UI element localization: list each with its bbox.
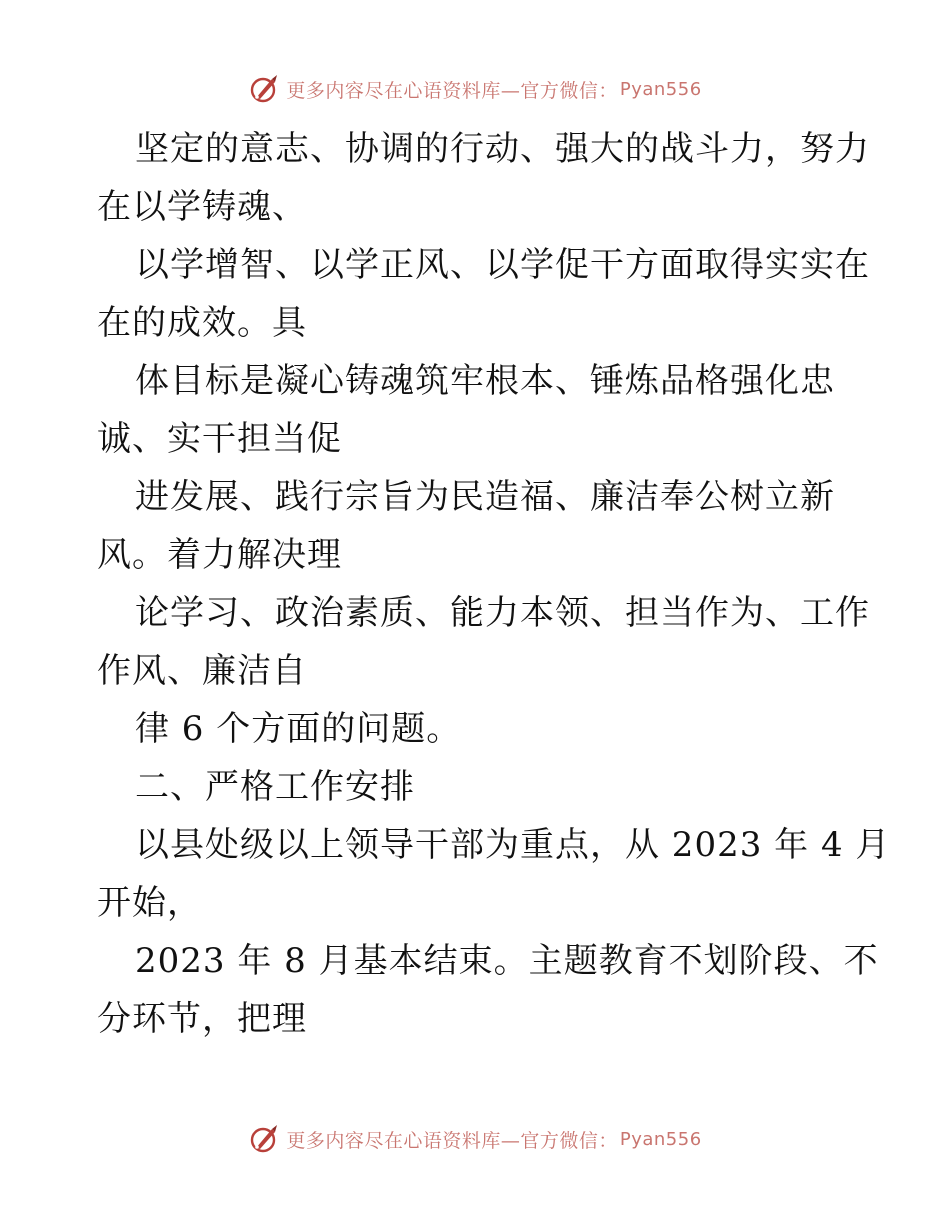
text-line: 坚定的意志、协调的行动、强大的战斗力，努力: [135, 129, 870, 169]
text-line: 分环节，把理: [97, 999, 307, 1039]
watermark-wechat-id: Pyan556: [619, 1128, 702, 1150]
text-line: 在以学铸魂、: [97, 187, 307, 227]
text-line: 2023 年 8 月基本结束。主题教育不划阶段、不: [135, 941, 879, 981]
watermark-text: 更多内容尽在心语资料库—官方微信：: [286, 1129, 618, 1152]
text-line: 以学增智、以学正风、以学促干方面取得实实在: [135, 245, 870, 285]
footer-watermark: [0, 1122, 950, 1156]
text-line: 开始，: [97, 883, 202, 923]
watermark-text: 更多内容尽在心语资料库—官方微信：: [286, 79, 618, 102]
quill-logo-icon: [248, 1123, 280, 1155]
text-line: 进发展、践行宗旨为民造福、廉洁奉公树立新: [135, 477, 835, 517]
header-watermark: [0, 72, 950, 106]
quill-logo-icon: [248, 73, 280, 105]
text-line: 体目标是凝心铸魂筑牢根本、锤炼品格强化忠: [135, 361, 835, 401]
text-line: 论学习、政治素质、能力本领、担当作为、工作: [135, 593, 870, 633]
text-line: 风。着力解决理: [97, 535, 342, 575]
document-body: [97, 120, 891, 1048]
text-line: 在的成效。具: [97, 303, 307, 343]
text-line: 以县处级以上领导干部为重点，从 2023 年 4 月: [135, 825, 891, 865]
text-line: 律 6 个方面的问题。: [135, 709, 462, 749]
text-line: 诚、实干担当促: [97, 419, 342, 459]
section-heading: 二、严格工作安排: [135, 767, 415, 807]
text-line: 作风、廉洁自: [97, 651, 307, 691]
watermark-wechat-id: Pyan556: [619, 78, 702, 100]
